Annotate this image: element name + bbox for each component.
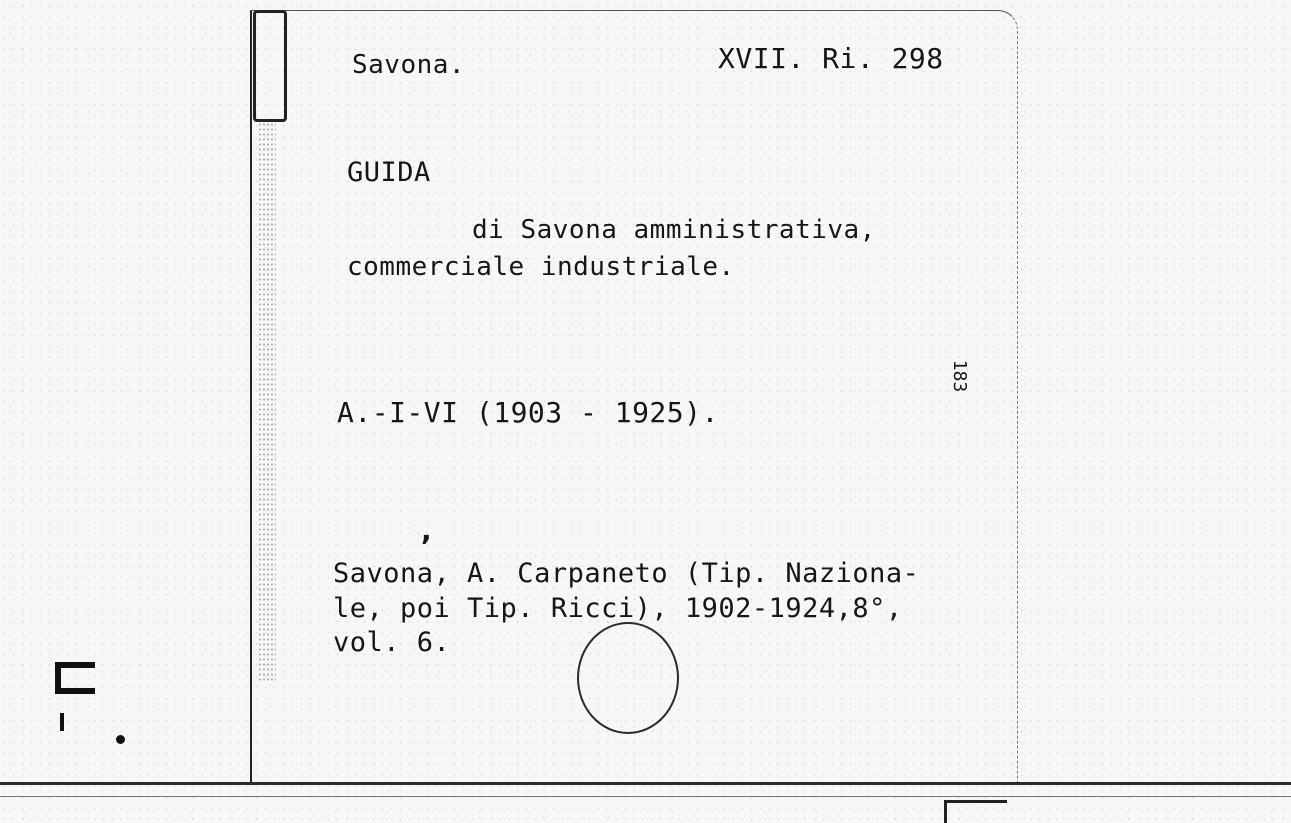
shelfmark-label: XVII. Ri. 298	[718, 42, 944, 75]
punch-hole-circle	[577, 622, 679, 734]
place-label: Savona.	[352, 50, 466, 80]
handwritten-comma-mark: ,	[421, 514, 433, 547]
left-margin-dot	[116, 735, 125, 744]
subtitle-line-2: commerciale industriale.	[347, 252, 735, 282]
scan-bottom-rule	[0, 782, 1291, 785]
left-margin-bracket-mark	[55, 662, 95, 694]
card-title: GUIDA	[347, 157, 431, 188]
rotated-stamp-number: 183	[949, 359, 970, 393]
card-spine-speckle	[258, 122, 276, 682]
imprint-line-3: vol. 6.	[333, 627, 451, 658]
left-margin-tick	[60, 713, 64, 731]
imprint-line-1: Savona, A. Carpaneto (Tip. Naziona-	[333, 558, 920, 589]
subtitle-line-1: di Savona amministrativa,	[472, 215, 876, 245]
card-tab	[253, 10, 287, 122]
imprint-line-2: le, poi Tip. Ricci), 1902-1924,8°,	[333, 593, 903, 624]
volumes-line: A.-I-VI (1903 - 1925).	[337, 396, 719, 429]
scan-bottom-rule-thin	[0, 796, 1291, 797]
